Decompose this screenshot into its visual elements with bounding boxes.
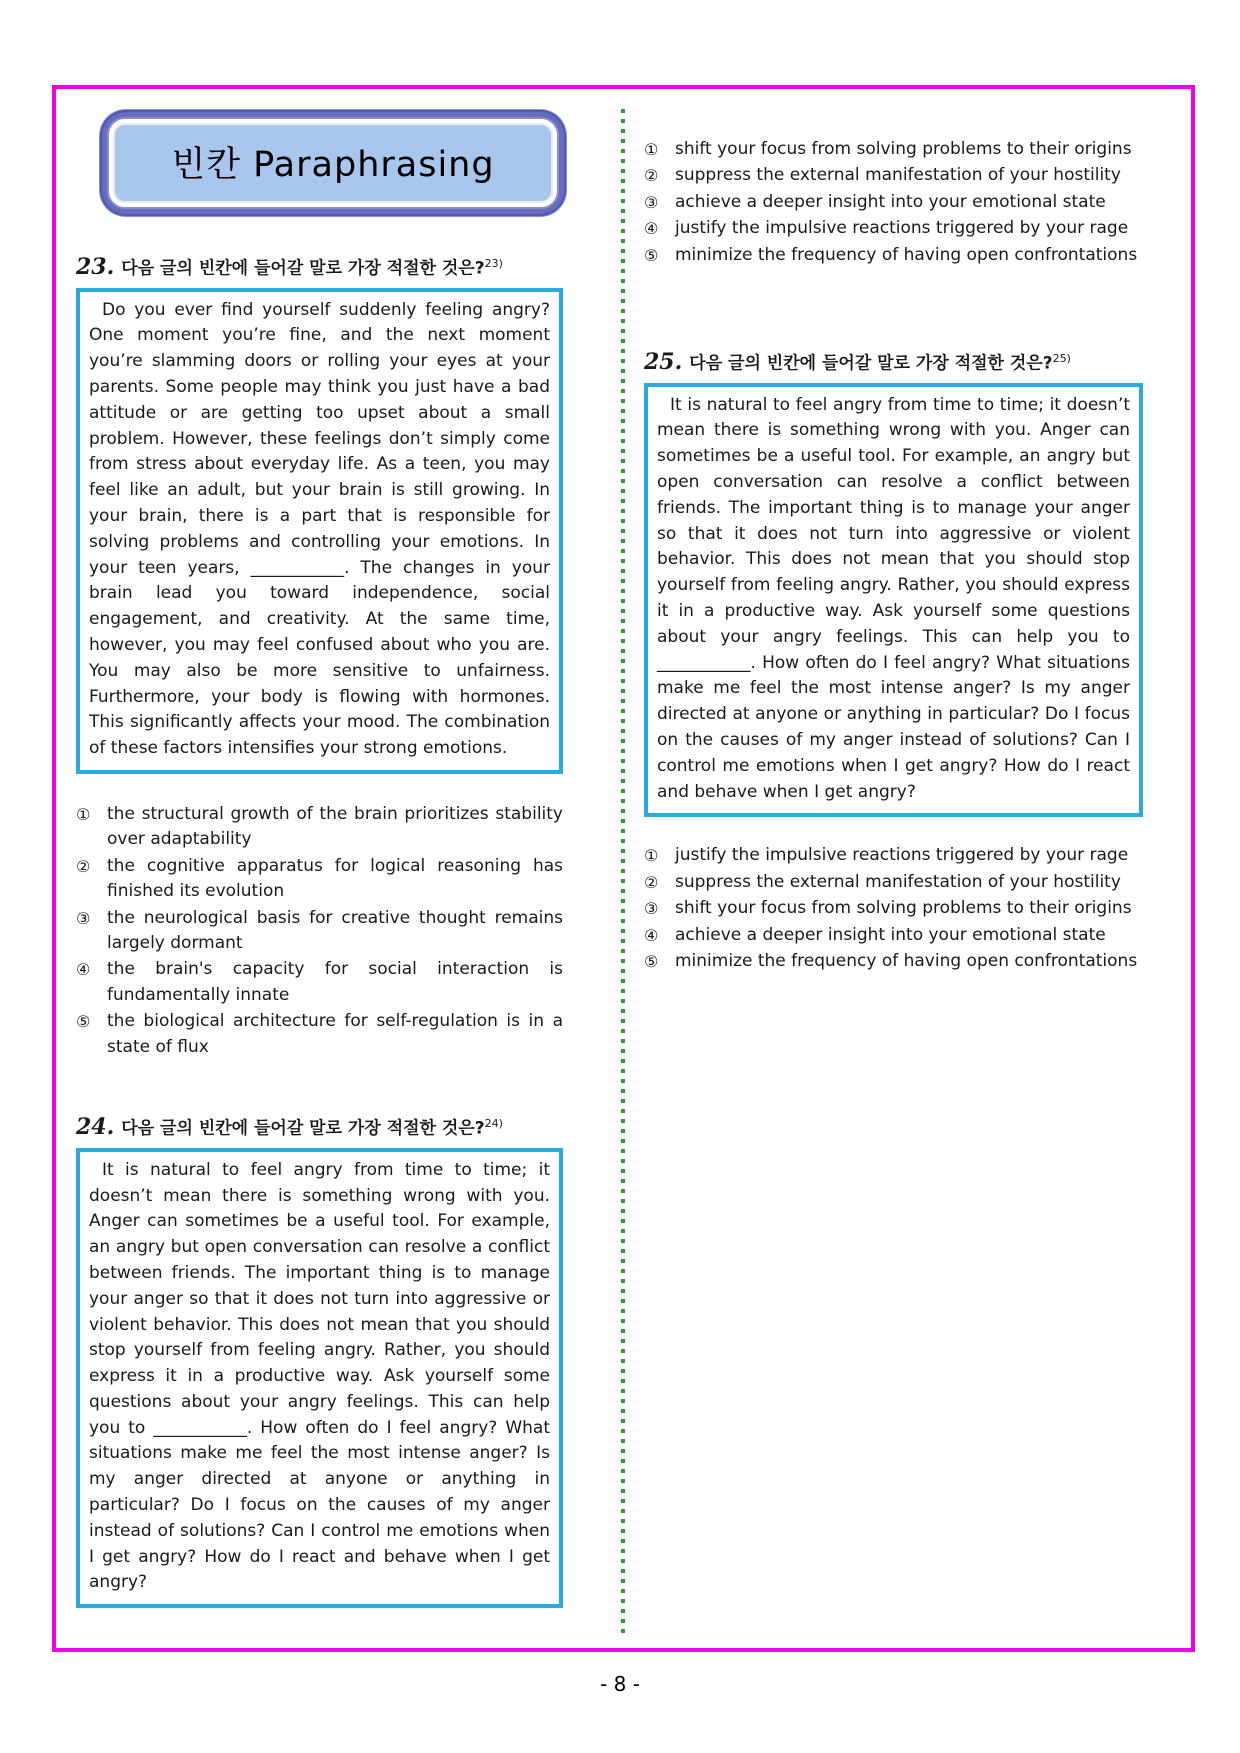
question-24-number: 24. [76, 1113, 115, 1140]
question-24-option-1 [644, 137, 1143, 162]
option-text: achieve a deeper insight into your emotional state [675, 924, 1106, 945]
section-title-box [100, 110, 566, 216]
question-24-heading [76, 1109, 563, 1144]
question-24-option-2 [644, 163, 1143, 188]
question-25-option-2 [644, 870, 1143, 895]
circled-5-icon: ⑤ [644, 245, 659, 265]
option-text: suppress the external manifestation of your hostility [675, 871, 1121, 892]
circled-5-icon: ⑤ [76, 1012, 91, 1032]
option-text: minimize the frequency of having open confrontations [675, 951, 1138, 972]
question-24-footnote: 24) [484, 1117, 503, 1131]
option-text: the neurological basis for creative thought remains largely dormant [107, 907, 563, 954]
question-23-option-5 [76, 1009, 563, 1060]
circled-2-icon: ② [76, 856, 91, 876]
option-text: the biological architecture for self-regulation is in a state of flux [107, 1011, 563, 1057]
question-23-option-2 [76, 854, 563, 905]
question-23-option-3 [76, 906, 563, 957]
question-25-heading [644, 344, 1143, 379]
page-frame [52, 85, 1195, 1652]
circled-3-icon: ③ [644, 192, 659, 212]
circled-5-icon: ⑤ [644, 952, 659, 972]
question-23-option-1 [76, 802, 563, 853]
question-25-footnote: 25) [1052, 352, 1071, 366]
left-column [76, 89, 563, 1608]
question-23-option-4 [76, 957, 563, 1008]
column-divider [621, 109, 625, 1638]
option-text: suppress the external manifestation of your hostility [675, 165, 1121, 186]
question-23-passage-text: Do you ever find yourself suddenly feeling angry? One moment you’re fine, and the next moment you’re slamming doors or rolling your eyes at your parents. Some people may think you just have a bad attitude or are getting too upset about a small problem. However, these feelings don’t simply come from stress about everyday life. As a teen, you may feel like an adult, but your brain is still growing. In your brain, there is a part that is responsible for solving problems and controlling your emotions. In your teen years, ___________. The changes in your brain lead you toward independence, social engagement, and creativity. At the same time, however, you may feel confused about who you are. You may also be more sensitive to unfairness. Furthermore, your body is flowing with hormones. This significantly affects your mood. The combination of these factors intensifies your strong emotions. [89, 299, 550, 759]
question-25-options [644, 843, 1143, 974]
question-24-option-4 [644, 216, 1143, 241]
circled-3-icon: ③ [644, 899, 659, 919]
question-25-number: 25. [644, 348, 683, 375]
question-24-passage-text: It is natural to feel angry from time to time; it doesn’t mean there is something wrong with you. Anger can sometimes be a useful tool. For example, an angry but open conversation can resolve a conflict between friends. The important thing is to manage your anger so that it does not turn into aggressive or violent behavior. This does not mean that you should stop yourself from feeling angry. Rather, you should express it in a productive way. Ask yourself some questions about your angry feelings. This can help you to ___________. How often do I feel angry? What situations make me feel the most intense anger? Is my anger directed at anyone or anything in particular? Do I focus on the causes of my anger instead of solutions? Can I control me emotions when I get angry? How do I react and behave when I get angry? [89, 1159, 550, 1593]
question-23-heading [76, 249, 563, 284]
circled-2-icon: ② [644, 166, 659, 186]
question-23-footnote: 23) [484, 257, 503, 270]
question-24-options [644, 137, 1143, 268]
circled-4-icon: ④ [76, 960, 91, 980]
right-column [644, 89, 1143, 975]
question-25-option-5 [644, 949, 1143, 974]
option-text: justify the impulsive reactions triggered by your rage [675, 218, 1129, 239]
question-23-prompt: 다음 글의 빈칸에 들어갈 말로 가장 적절한 것은? [121, 258, 485, 279]
question-25-option-1 [644, 843, 1143, 868]
option-text: the brain's capacity for social interaction is fundamentally innate [107, 959, 563, 1005]
circled-4-icon: ④ [644, 219, 659, 239]
question-25-prompt: 다음 글의 빈칸에 들어갈 말로 가장 적절한 것은? [689, 353, 1053, 374]
question-23-options [76, 802, 563, 1060]
section-title: 빈칸 Paraphrasing [113, 123, 553, 203]
option-text: achieve a deeper insight into your emotional state [675, 191, 1106, 212]
circled-2-icon: ② [644, 872, 659, 892]
question-23-number: 23. [76, 253, 115, 280]
page-number: - 8 - [600, 1672, 640, 1696]
question-24-option-3 [644, 190, 1143, 215]
option-text: shift your focus from solving problems to their origins [675, 898, 1132, 919]
question-25-passage-text: It is natural to feel angry from time to time; it doesn’t mean there is something wrong with you. Anger can sometimes be a useful tool. For example, an angry but open conversation can resolve a conflict between friends. The important thing is to manage your anger so that it does not turn into aggressive or violent behavior. This does not mean that you should stop yourself from feeling angry. Rather, you should express it in a productive way. Ask yourself some questions about your angry feelings. This can help you to ___________. How often do I feel angry? What situations make me feel the most intense anger? Is my anger directed at anyone or anything in particular? Do I focus on the causes of my anger instead of solutions? Can I control me emotions when I get angry? How do I react and behave when I get angry? [657, 394, 1130, 802]
circled-3-icon: ③ [76, 908, 91, 928]
option-text: justify the impulsive reactions triggered by your rage [675, 845, 1129, 866]
section-title-ring [107, 117, 559, 209]
option-text: the structural growth of the brain prioritizes stability over adaptability [107, 804, 563, 850]
question-24-prompt: 다음 글의 빈칸에 들어갈 말로 가장 적절한 것은? [121, 1118, 485, 1139]
question-25-passage-box [644, 383, 1143, 818]
option-text: minimize the frequency of having open confrontations [675, 244, 1138, 265]
circled-4-icon: ④ [644, 925, 659, 945]
circled-1-icon: ① [644, 846, 659, 866]
circled-1-icon: ① [76, 805, 91, 824]
question-25-option-4 [644, 923, 1143, 948]
option-text: the cognitive apparatus for logical reasoning has finished its evolution [107, 855, 563, 902]
option-text: shift your focus from solving problems to their origins [675, 139, 1132, 159]
question-25-option-3 [644, 896, 1143, 921]
question-23-passage-box [76, 288, 563, 774]
question-24-passage-box [76, 1148, 563, 1609]
circled-1-icon: ① [644, 140, 659, 159]
question-24-option-5 [644, 243, 1143, 268]
